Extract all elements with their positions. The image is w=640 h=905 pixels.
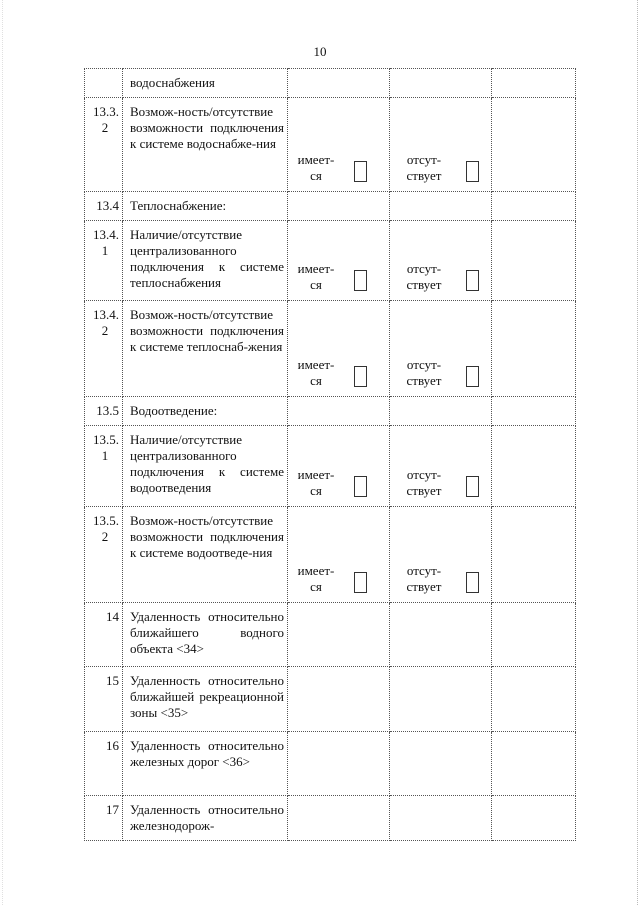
table-row — [85, 603, 576, 667]
option-has-checkbox[interactable] — [354, 476, 367, 497]
table-row — [85, 732, 576, 796]
option-cell-has — [288, 192, 390, 221]
option-cell-absent — [390, 192, 492, 221]
value-cell — [492, 192, 576, 221]
option-has-label: имеет- ся — [297, 152, 335, 183]
row-number-part: 14 — [106, 609, 119, 624]
table-row — [85, 667, 576, 732]
row-description: Удаленность относительно ближайшего водного объекта <34> — [123, 603, 288, 667]
value-cell — [492, 69, 576, 98]
option-has — [296, 261, 389, 293]
row-description: Теплоснабжение: — [123, 192, 288, 221]
table-row — [85, 69, 576, 98]
row-description: Возмож-ность/отсутствие возможности подключения к системе теплоснаб-жения — [123, 301, 288, 397]
option-absent-checkbox[interactable] — [466, 476, 479, 497]
option-absent-label: отсут- ствует — [406, 357, 442, 388]
row-number — [85, 507, 123, 603]
row-number — [85, 301, 123, 397]
option-has-checkbox[interactable] — [354, 270, 367, 291]
table-row — [85, 397, 576, 426]
table-row — [85, 98, 576, 192]
row-number-part: 13.5 — [96, 403, 119, 418]
option-cell-absent — [390, 796, 492, 841]
option-cell-has — [288, 667, 390, 732]
option-absent-label: отсут- ствует — [406, 467, 442, 498]
option-has — [296, 357, 389, 389]
value-cell — [492, 397, 576, 426]
option-cell-has — [288, 603, 390, 667]
option-cell-absent — [390, 397, 492, 426]
option-has-checkbox[interactable] — [354, 161, 367, 182]
row-number — [85, 221, 123, 301]
value-cell — [492, 667, 576, 732]
table-row — [85, 221, 576, 301]
option-has-label: имеет- ся — [297, 357, 335, 388]
scan-edge-right — [635, 0, 638, 905]
value-cell — [492, 603, 576, 667]
row-number-part: 13.5. — [93, 513, 119, 528]
row-description: Удаленность относительно ближайшей рекреационной зоны <35> — [123, 667, 288, 732]
option-cell-has — [288, 221, 390, 301]
row-description: Удаленность относительно железных дорог <36> — [123, 732, 288, 796]
option-absent-checkbox[interactable] — [466, 366, 479, 387]
option-absent-label: отсут- ствует — [406, 261, 442, 292]
row-number — [85, 426, 123, 507]
row-number — [85, 732, 123, 796]
row-number-part: 1 — [101, 448, 109, 463]
option-cell-has — [288, 301, 390, 397]
row-number — [85, 397, 123, 426]
form-table-body — [85, 69, 576, 841]
value-cell — [492, 221, 576, 301]
scan-edge-left — [2, 0, 4, 905]
option-has — [296, 152, 389, 184]
table-row — [85, 426, 576, 507]
value-cell — [492, 98, 576, 192]
row-description: Наличие/отсутствие централизованного подключения к системе водоотведения — [123, 426, 288, 507]
option-cell-absent — [390, 732, 492, 796]
row-number — [85, 69, 123, 98]
row-number-part: 16 — [106, 738, 119, 753]
row-number — [85, 603, 123, 667]
value-cell — [492, 796, 576, 841]
value-cell — [492, 426, 576, 507]
option-has-checkbox[interactable] — [354, 572, 367, 593]
row-number-part: 13.5. — [93, 432, 119, 447]
option-absent-checkbox[interactable] — [466, 270, 479, 291]
option-cell-has — [288, 69, 390, 98]
row-number — [85, 667, 123, 732]
option-absent-checkbox[interactable] — [466, 572, 479, 593]
option-cell-absent — [390, 69, 492, 98]
option-absent-label: отсут- ствует — [406, 152, 442, 183]
row-number-part: 13.4. — [93, 227, 119, 242]
option-absent — [398, 261, 491, 293]
row-number — [85, 98, 123, 192]
row-number-part: 2 — [101, 120, 109, 135]
row-number — [85, 796, 123, 841]
option-absent-label: отсут- ствует — [406, 563, 442, 594]
row-number-part: 2 — [101, 529, 109, 544]
row-description: Возмож-ность/отсутствие возможности подключения к системе водоснабже-ния — [123, 98, 288, 192]
option-cell-absent — [390, 301, 492, 397]
row-number-part: 13.4. — [93, 307, 119, 322]
row-number-part: 13.4 — [96, 198, 119, 213]
option-absent — [398, 357, 491, 389]
value-cell — [492, 507, 576, 603]
option-cell-has — [288, 507, 390, 603]
option-cell-has — [288, 732, 390, 796]
row-description: Водоотведение: — [123, 397, 288, 426]
table-row — [85, 192, 576, 221]
option-has-label: имеет- ся — [297, 563, 335, 594]
option-cell-absent — [390, 426, 492, 507]
option-absent — [398, 563, 491, 595]
table-row — [85, 796, 576, 841]
row-number — [85, 192, 123, 221]
row-number-part: 17 — [106, 802, 119, 817]
option-cell-absent — [390, 507, 492, 603]
row-description: Наличие/отсутствие централизованного подключения к системе теплоснабжения — [123, 221, 288, 301]
option-absent — [398, 152, 491, 184]
option-cell-absent — [390, 221, 492, 301]
option-cell-has — [288, 98, 390, 192]
option-has-label: имеет- ся — [297, 261, 335, 292]
option-cell-has — [288, 397, 390, 426]
option-absent — [398, 467, 491, 499]
row-number-part: 13.3. — [93, 104, 119, 119]
page-number: 10 — [313, 44, 327, 59]
table-row — [85, 301, 576, 397]
value-cell — [492, 301, 576, 397]
row-description: Удаленность относительно железнодорож- — [123, 796, 288, 841]
row-number-part: 15 — [106, 673, 119, 688]
option-cell-absent — [390, 98, 492, 192]
option-cell-has — [288, 796, 390, 841]
option-cell-has — [288, 426, 390, 507]
form-table — [84, 68, 576, 841]
table-row — [85, 507, 576, 603]
option-absent-checkbox[interactable] — [466, 161, 479, 182]
option-has-checkbox[interactable] — [354, 366, 367, 387]
row-number-part: 2 — [101, 323, 109, 338]
row-number-part: 1 — [101, 243, 109, 258]
option-cell-absent — [390, 667, 492, 732]
option-has-label: имеет- ся — [297, 467, 335, 498]
value-cell — [492, 732, 576, 796]
row-description: Возмож-ность/отсутствие возможности подключения к системе водоотведе-ния — [123, 507, 288, 603]
row-description: водоснабжения — [123, 69, 288, 98]
option-has — [296, 467, 389, 499]
option-has — [296, 563, 389, 595]
option-cell-absent — [390, 603, 492, 667]
